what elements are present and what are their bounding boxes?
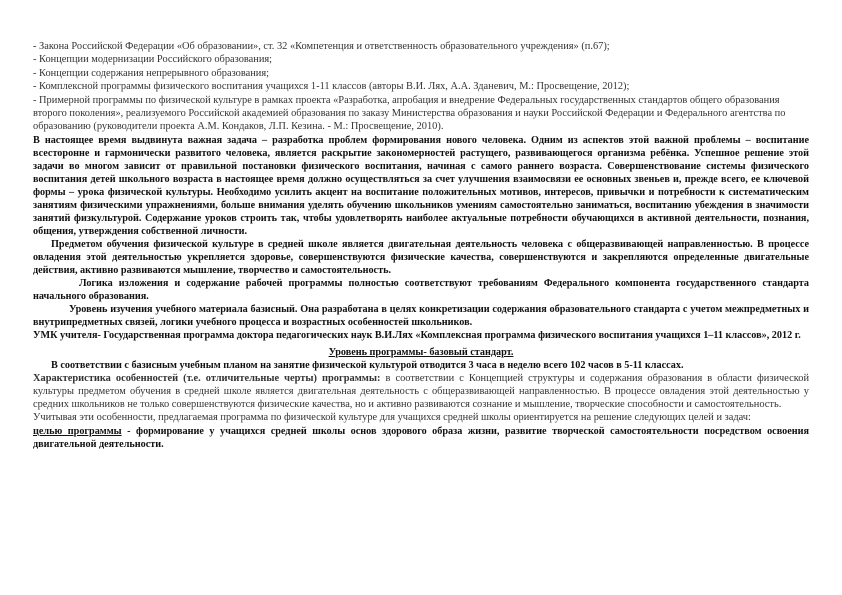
hours-paragraph: В соответствии с базисным учебным планом на занятие физической культурой отводится 3 часа в неделю всего 102 часов в 5-11 классах. <box>51 359 684 371</box>
reference-item: - Комплексной программы физического воспитания учащихся 1-11 классов (авторы В.И. Лях, А.А. Зданевич, М.: Просвещение, 2012); <box>33 81 630 93</box>
document-page <box>33 40 809 451</box>
goal-paragraph <box>33 425 809 451</box>
goal-label: целью программы <box>33 425 122 437</box>
goal-text: - формирование у учащихся средней школы основ здорового образа жизни, развитие творческой самостоятельности посредством освоения двигательной деятельности. <box>33 425 809 450</box>
logic-paragraph: Логика изложения и содержание рабочей программы полностью соответствуют требованиям Федерального компонента государственного стандарта начального образования. <box>33 277 809 302</box>
references-list <box>33 40 809 134</box>
subject-paragraph: Предметом обучения физической культуре в средней школе является двигательная деятельность человека с общеразвивающей направленностью. В процессе овладения этой деятельностью укрепляется здоровье, совершенствуются физические качества, совершенствуются и закрепляются определенные двигательные действия, активно развиваются мышление, творчество и самостоятельность. <box>33 238 809 276</box>
level-paragraph: Уровень изучения учебного материала базисный. Она разработана в целях конкретизации содержания образовательного стандарта с учетом межпредметных и внутрипредметных связей, логики учебного процесса и возрастных особенностей школьников. <box>33 303 809 328</box>
reference-item: - Концепции содержания непрерывного образования; <box>33 67 270 79</box>
reference-item: - Закона Российской Федерации «Об образовании», ст. 32 «Компетенция и ответственность образовательного учреждения» (п.67); <box>33 41 610 52</box>
features-text: в соответствии с Концепцией структуры и содержания образования в области физической культуры предметом обучения в средней школе является двигательная деятельность с общеразвивающей направленностью. В процессе овладения этой деятельностью у средних школьников не только совершенствуются физические качества, но и активно развиваются сознание и мышление, творческие способности и самостоятельность. <box>33 372 809 411</box>
intro-paragraph: В настоящее время выдвинута важная задача – разработка проблем формирования нового человека. Одним из аспектов этой важной проблемы – воспитание всесторонне и гармонически развитого человека, является раскрытие закономерностей растущего, развивающегося организма ребёнка. Успешное решение этой задачи во многом зависит от правильной постановки физического воспитания, начиная с самого раннего возраста. Совершенствование системы физического воспитания детей школьного возраста в настоящее время должно осуществляться за счет улучшения взаимосвязи ее основных звеньев и, прежде всего, ее ключевой формы – урока физической культуры. Необходимо усилить акцент на воспитание положительных мотивов, интересов, привычки и потребности к систематическим занятиям физическими упражнениями, больше внимания уделять обучению школьников умениям самостоятельно заниматься, воспитанию убеждения в значимости занятий физкультурой. Содержание уроков строить так, чтобы удовлетворять наиболее актуальные потребности обучающихся в активной деятельности, познания, общения, утверждения собственной личности. <box>33 134 809 237</box>
considering-paragraph: Учитывая эти особенности, предлагаемая программа по физической культуре для учащихся средней школы ориентируется на решение следующих целей и задач: <box>33 412 751 424</box>
features-paragraph <box>33 372 809 412</box>
reference-item: - Концепции модернизации Российского образования; <box>33 54 273 66</box>
reference-item: - Примерной программы по физической культуре в рамках проекта «Разработка, апробация и внедрение Федеральных государственных стандартов общего образования второго поколения», реализуемого Российской академией образования по заказу Министерства образования и науки Российской Федерации и Федерального агентства по образованию (руководители проекта А.М. Кондаков, Л.П. Кезина. - М.: Просвещение, 2010). <box>33 94 786 133</box>
program-level-heading: Уровень программы- базовый стандарт. <box>328 346 514 358</box>
umk-paragraph: УМК учителя- Государственная программа доктора педагогических наук В.И.Лях «Комплексная программа физического воспитания учащихся 1–11 классов», 2012 г. <box>33 329 801 341</box>
features-title: Характеристика особенностей (т.е. отличительные черты) программы: <box>33 372 381 384</box>
